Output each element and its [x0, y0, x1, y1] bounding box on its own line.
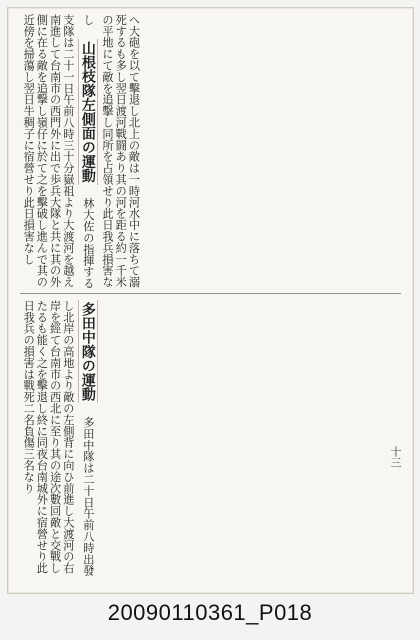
upper-paragraph-2: 林大佐の指揮する支隊は二十一日午前八時三十分嶽祖より大渡河を越え南進して台南市の西門外に出で歩兵大隊と共に其の外側に在る敵を追撃し嶺仔に於て之を擊破し進んで其の近傍を掃蕩し翌日牛稠子に宿營せり此日損害なし — [22, 14, 95, 290]
lower-paragraph: 多田中隊は二十日午前八時出發し北岸の高地より敵の左側背に向ひ前進し大渡河の右岸を經て台南市の西北に至り其の途次數回敵と交戰したるも能く之を擊退し終に同夜台南城外に宿營せり此日我兵の損害は戰死二名負傷三名なり — [22, 300, 95, 577]
upper-text-block — [22, 14, 400, 292]
lower-text-block — [22, 300, 400, 580]
document-page — [7, 7, 414, 594]
lower-body-text — [22, 300, 101, 580]
section-title-2: 多田中隊の運動 — [79, 302, 96, 402]
upper-body-text — [22, 14, 140, 292]
section-title-1: 山根枝隊左側面の運動 — [79, 40, 96, 183]
upper-paragraph-1: ヘ大砲を以て擊退し北上の敵は一時河水中に落ちて溺死するも多し翌日渡河戰闘あり其の河を距る約一千米の平地にて敵を追擊し同所を占領せり此日我兵損害なし — [81, 14, 141, 288]
section-divider — [20, 293, 401, 294]
image-caption: 20090110361_P018 — [107, 600, 313, 625]
page-number: 十三 — [389, 446, 402, 468]
